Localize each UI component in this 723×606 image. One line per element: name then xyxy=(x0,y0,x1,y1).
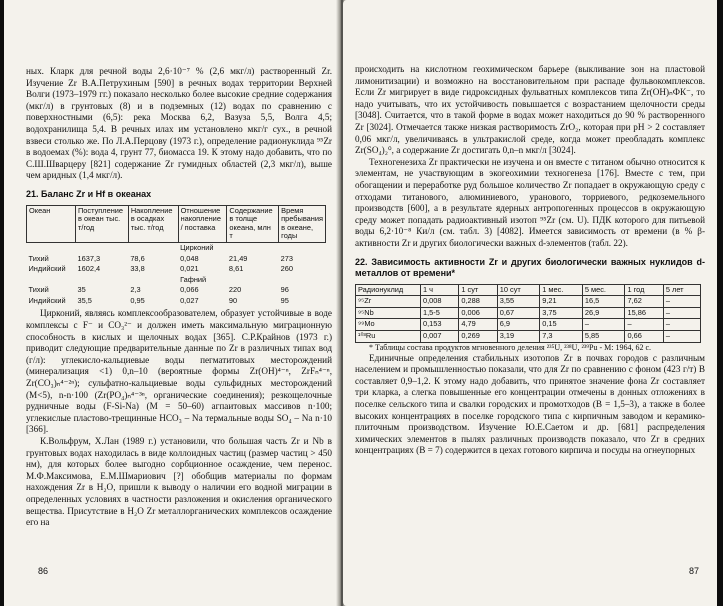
table-cell: 35,5 xyxy=(77,295,92,305)
table-21-group-label: Цирконий xyxy=(180,242,214,252)
left-intro-paragraph: ных. Кларк для речной воды 2,6·10⁻⁷ % (2,6 мкг/л) растворенный Zr. Изучение Zr В.А.Петрухиным [590] в речных водах территории Верхней Волги (1973–1979 гг.) показало несколько более высокие средние содержания (мкг/л) в грунтовых (8) и в подземных (12) водах по сравнению с поверхностными (6,5): река Москва 6,2, Вазуза 5,5, Волга 4,5; водохранилища 5,4. В речных илах им установлено мкг/г сух., в речной взвеси столько же. По Л.А.Перцову (1973 г.), определение радионуклида ⁹⁵Zr в водоемах (%): вода 4, грунт 77, биомасса 19. К этому надо добавить, что по С.Ш.Шварцеру [821] содержание Zr гумидных областей (2,3 мкг/л), выше чем аридных (1,4 мкг/л). xyxy=(26,66,332,181)
table-cell: 5,85 xyxy=(582,331,625,343)
table-cell: – xyxy=(663,331,700,343)
right-top-paragraph: происходить на кислотном геохимическом барьере (выкливание зон на пластовой лимонитизации) и возможно на восстановительном при распаде фульвокомплексов. Если Zr мигрирует в виде гидроксидных фульватных комплексов типа Zr(OH)ₙФК⁻, то надо учитывать, что их устойчивость повышается с возрастанием щелочности среды [3048]. Считается, что в такой форме в водах может находиться до 90 % растворенного Zr [3024]. Отмечается также низкая растворимость ZrO₂, которая при pH > 2 составляет 0,06 мкг/л, увеличиваясь в ультракислой среде, когда может преобладать комплекс Zr(SO₄)₂⁰, а содержание Zr достигать 0,n–n мкг/л [3024]. xyxy=(355,64,705,156)
table-cell: 0,153 xyxy=(421,319,459,331)
table-cell: 35 xyxy=(77,285,86,295)
right-page-column xyxy=(355,64,705,457)
right-page xyxy=(343,0,717,606)
table-cell: 4,79 xyxy=(459,319,497,331)
table-cell: – xyxy=(663,296,700,308)
table-cell: Тихий xyxy=(28,253,49,263)
table-22-header: 10 сут xyxy=(497,284,540,296)
table-21-group-row xyxy=(27,242,326,253)
table-22-nuclide-activity xyxy=(355,284,701,343)
table-cell: ⁹⁵Zr xyxy=(356,296,421,308)
table-cell: 0,15 xyxy=(540,319,583,331)
table-22-header: 1 мес. xyxy=(540,284,583,296)
table-cell: 3,19 xyxy=(497,331,540,343)
table-cell: 7,3 xyxy=(540,331,583,343)
table-row xyxy=(27,285,326,296)
table-22-header: 1 год xyxy=(625,284,663,296)
table-cell: 0,008 xyxy=(421,296,459,308)
table-cell: ⁹⁵Nb xyxy=(356,307,421,319)
table-cell: – xyxy=(625,319,663,331)
table-22-header: 1 ч xyxy=(421,284,459,296)
table-21-header: Содержание в толще океана, млн т xyxy=(227,205,279,242)
table-cell: Тихий xyxy=(28,285,49,295)
table-cell: ⁹⁹Mo xyxy=(356,319,421,331)
table-cell: 0,288 xyxy=(459,296,497,308)
table-cell: Индийский xyxy=(28,295,66,305)
table-cell: 7,62 xyxy=(625,296,663,308)
table-21-title: 21. Баланс Zr и Hf в океанах xyxy=(26,188,152,199)
table-21-header: Поступление в океан тыс. т/год xyxy=(76,205,129,242)
table-22-header: 5 лет xyxy=(663,284,700,296)
table-21-zr-hf-balance xyxy=(26,205,326,307)
table-21-group-label: Гафний xyxy=(180,274,207,284)
table-cell: 0,048 xyxy=(180,253,199,263)
right-background-edge xyxy=(717,0,723,606)
table-row xyxy=(356,296,701,308)
table-cell: 0,006 xyxy=(459,307,497,319)
table-cell: – xyxy=(663,307,700,319)
table-cell: 90 xyxy=(228,295,238,305)
table-cell: 1602,4 xyxy=(77,264,101,274)
table-21-header: Время пребывания в океане, годы xyxy=(279,205,326,242)
table-cell: 0,67 xyxy=(497,307,540,319)
table-21-header-row xyxy=(27,205,326,242)
table-22-header: Радионуклид xyxy=(356,284,421,296)
table-row xyxy=(27,254,326,265)
table-cell: 0,027 xyxy=(180,295,199,305)
table-cell: 26,9 xyxy=(582,307,625,319)
table-cell: 95 xyxy=(280,295,289,305)
table-22-caption: * Таблицы состава продуктов мгновенного деления ²³⁵U, ²³⁸U, ²³⁹Pu - М: 1964, 62 с. xyxy=(369,342,652,352)
left-zirconium-paragraph: Цирконий, являясь комплексообразователем, образует устойчивые в воде комплексы с F⁻ и CO₃²⁻ и должен иметь максимальную миграционную способность в кислых и щелочных водах [365]. С.Р.Крайнов (1973 г.) приводит следующие предварительные данные по Zr в различных типах вод (г/л): углекисло-кальциевые воды пегматитовых месторождений (минерализация <1) 0,n–10 (вероятные формы Zr(OH)⁴⁻ⁿ, ZrFₙ⁴⁻ⁿ, Zr(CO₃)ₙ⁴⁻²ⁿ); сульфатно-кальциевые воды сульфидных месторождений (М<5), n-n·100 (Zr(PO₄)ₙ⁴⁻³ⁿ, органические соединения); резкощелочные рудничные воды (F-Si-Na) (М = 50–60) агпаитовых массивов n·100; углекислые пластово-трещинные HCO₃ – Na термальные воды SO₄ – Na n·10 [366]. xyxy=(26,308,332,435)
table-21-group-row xyxy=(27,275,326,286)
table-cell: 220 xyxy=(228,285,242,295)
table-row xyxy=(356,319,701,331)
table-cell: 15,86 xyxy=(625,307,663,319)
table-row xyxy=(27,296,326,307)
table-cell: – xyxy=(582,319,625,331)
table-21-header: Накопление в осадках тыс. т/год xyxy=(128,205,178,242)
table-cell: 78,6 xyxy=(130,253,145,263)
table-cell: – xyxy=(663,319,700,331)
table-cell: 0,007 xyxy=(421,331,459,343)
table-cell: 0,066 xyxy=(180,285,199,295)
table-cell: 9,21 xyxy=(540,296,583,308)
table-cell: 0,95 xyxy=(130,295,145,305)
right-technogenesis-paragraph: Техногенезиха Zr практически не изучена и он вместе с титаном обычно относится к элементам, не участвующим в экогеохимии техногенеза [176]. Вместе с тем, при обогащении и переработке руд большое количество Zr попадает в окружающую среду с отходами титанового, алюминиевого, уранового, торриевого, редкоземельного производств [600], а в результате ядерных антропогенных процессов в окружающую среду может попадать радиоактивный изотоп ⁹⁵Zr (см. U). ПДК которого для питьевой воды 6,2·10⁻⁸ Ки/л (см. табл. 3) [4082]. Имеется зависимость от времени (в % β-активности Zr и других биологически важных d-элементов (табл. 22). xyxy=(355,156,705,248)
table-cell: ¹⁰³Ru xyxy=(356,331,421,343)
table-cell: Индийский xyxy=(28,264,66,274)
table-cell: 21,49 xyxy=(228,253,248,263)
table-21-header: Отношение накопление / поставка xyxy=(178,205,227,242)
left-wolfram-paragraph: К.Вольфрум, Х.Лан (1989 г.) установили, что большая часть Zr и Nb в грунтовых водах находилась в виде коллоидных частиц (размер частиц > 450 нм), для которых более выгодно сорбционное осаждение, чем перенос. М.Ф.Максимова, Е.М.Шмариович [?] обобщив материалы по формам нахождения Zr в H₂O, пришли к выводу о наличии его водной миграции в определенных условиях в частности разложения и окисления органического вещества. Присутствие в H₂O Zr металлорганических комплексов осаждение его на xyxy=(26,436,332,528)
left-page-number: 86 xyxy=(38,566,49,576)
table-22-header: 5 мес. xyxy=(582,284,625,296)
table-cell: 33,8 xyxy=(130,264,145,274)
table-row xyxy=(356,307,701,319)
table-cell: 16,5 xyxy=(582,296,625,308)
table-row xyxy=(27,264,326,275)
left-page xyxy=(4,0,340,606)
table-cell: 1637,3 xyxy=(77,253,101,263)
left-page-column xyxy=(26,66,332,529)
table-cell: 6,9 xyxy=(497,319,540,331)
table-cell: 273 xyxy=(280,253,293,263)
table-22-title: 22. Зависимость активности Zr и других биологически важных нуклидов d-металлов от времени* xyxy=(355,256,705,279)
table-cell: 0,021 xyxy=(180,264,199,274)
table-cell: 3,75 xyxy=(540,307,583,319)
table-cell: 2,3 xyxy=(130,285,141,295)
table-cell: 0,269 xyxy=(459,331,497,343)
table-cell: 260 xyxy=(280,264,293,274)
table-cell: 1,5-5 xyxy=(421,307,459,319)
table-cell: 96 xyxy=(280,285,289,295)
table-22-header: 1 сут xyxy=(459,284,497,296)
right-bottom-paragraph: Единичные определения стабильных изотопов Zr в почвах городов с различным населением и промышленностью показали, что для Zr по сравнению с фоном (423 г/т) В составляет 0,9–1,2. К этому надо добавить, что принятое значение фона Zr составляет три кларка, а слегка повышенные его концентрации отмечены в донных отложениях в поселке сельского типа и свалки городских и промотходов (В = 1,5–3), а также в более высоких концентрациях в поселке городского типа с кирпичным заводом и керамико-плиточным производством. Изучение Ю.Е.Саетом и др. [681] распределения химических элементов в пылях различных производств показало, что Zr в средних концентрациях (В = 7) содержится в цехах готового кирпича и посуды на огнеупорных xyxy=(355,352,705,456)
table-cell: 8,61 xyxy=(228,264,244,274)
table-cell: 0,66 xyxy=(625,331,663,343)
table-22-header-row xyxy=(356,284,701,296)
table-row xyxy=(356,331,701,343)
table-cell: 3,55 xyxy=(497,296,540,308)
table-21-header: Океан xyxy=(27,205,76,242)
right-page-number: 87 xyxy=(688,566,699,576)
